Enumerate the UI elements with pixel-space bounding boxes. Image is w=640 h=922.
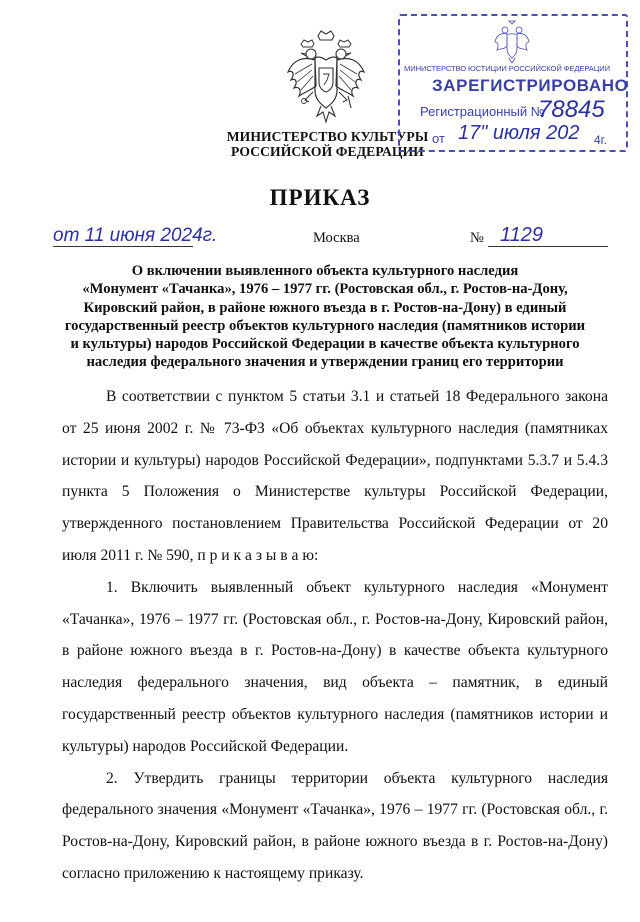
stamp-reg-number-label: Регистрационный №: [420, 104, 545, 119]
order-number-sign: №: [470, 230, 484, 246]
stamp-year-suffix: 4г.: [594, 133, 607, 147]
stamp-registered-label: ЗАРЕГИСТРИРОВАНО: [432, 76, 629, 95]
order-number-underline: [488, 246, 608, 247]
ministry-line-1: МИНИСТЕРСТВО КУЛЬТУРЫ: [226, 129, 429, 144]
order-date-written: от 11 июня 2024г.: [53, 225, 218, 246]
subject-line: Кировский район, в районе южного въезда в г. Ростов-на-Дону) в единый: [83, 299, 567, 316]
body-item-1: 1. Включить выявленный объект культурного наследия «Монумент «Тачанка», 1976 – 1977 гг. (Ростовская обл., г. Ростов-на-Дону, Кировский район, в районе южного въезда в г. Ростов-на-Дону) в качестве объекта культурного наследия федерального значения, вид объекта – памятник, в единый государственный реестр объектов культурного наследия (памятников истории и культуры) народов Российской Федерации.: [62, 578, 608, 755]
subject-line: О включении выявленного объекта культурного наследия: [131, 263, 519, 279]
order-subject: [62, 262, 588, 372]
coat-of-arms-icon: [285, 30, 367, 128]
order-title: ПРИКАЗ: [269, 185, 371, 210]
body-preamble: В соответствии с пунктом 5 статьи 3.1 и статьей 18 Федерального закона от 25 июня 2002 г. № 73-ФЗ «Об объектах культурного наследия (памятниках истории и культуры) народов Российской Федерации», подпунктами 5.3.7 и 5.4.3 пункта 5 Положения о Министерстве культуры Российской Федерации, утвержденного постановлением Правительства Российской Федерации от 20 июля 2011 г. № 590, п р и к а з ы в а ю:: [62, 388, 608, 564]
ministry-line-2: РОССИЙСКОЙ ФЕДЕРАЦИИ: [231, 144, 424, 159]
order-date-underline: [53, 246, 193, 247]
stamp-ministry-line: МИНИСТЕРСТВО ЮСТИЦИИ РОССИЙСКОЙ ФЕДЕРАЦИИ: [404, 64, 610, 73]
registration-stamp: [398, 14, 628, 152]
order-city: Москва: [313, 230, 360, 246]
subject-line: «Монумент «Тачанка», 1976 – 1977 гг. (Ростовская обл., г. Ростов-на-Дону,: [82, 281, 568, 298]
stamp-date-written: 17" июля 202: [458, 122, 580, 144]
subject-line: и культуры) народов Российской Федерации в качестве объекта культурного: [70, 336, 580, 353]
order-number-written: 1129: [500, 224, 544, 246]
order-body: [62, 381, 608, 890]
stamp-emblem-icon: [493, 20, 531, 64]
subject-line: наследия федерального значения и утверждении границ его территории: [86, 354, 564, 371]
stamp-date-label: от: [432, 131, 445, 146]
stamp-reg-number: 78845: [538, 96, 605, 123]
body-item-2: 2. Утвердить границы территории объекта культурного наследия федерального значения «Монумент «Тачанка», 1976 – 1977 гг. (Ростовская обл., г. Ростов-на-Дону, Кировский район, в районе южного въезда в г. Ростов-на-Дону) согласно приложению к настоящему приказу.: [62, 769, 608, 882]
subject-line: государственный реестр объектов культурного наследия (памятников истории: [64, 317, 586, 334]
